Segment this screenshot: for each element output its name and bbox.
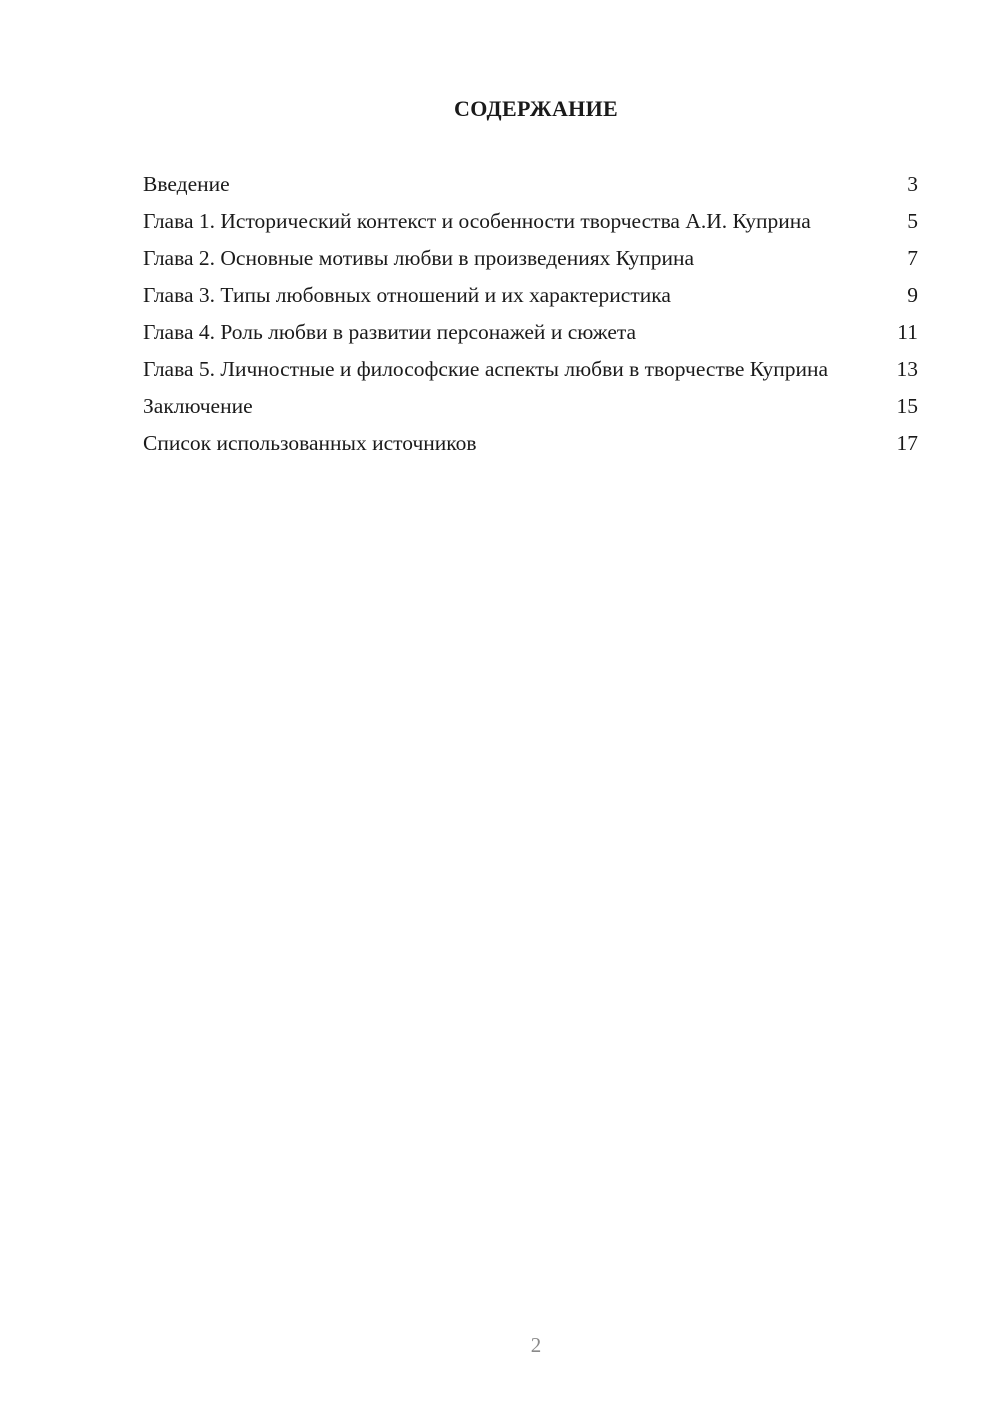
toc-entry-chapter-1	[143, 208, 918, 234]
toc-entry-text: Глава 3. Типы любовных отношений и их характеристика	[143, 283, 671, 307]
toc-entry-chapter-5	[143, 356, 918, 382]
toc-entry-chapter-3	[143, 282, 918, 308]
toc-entry-page: 5	[907, 209, 918, 233]
toc-entry-text: Введение	[143, 172, 230, 196]
toc-entry-text: Список использованных источников	[143, 431, 477, 455]
toc-title: СОДЕРЖАНИЕ	[454, 96, 618, 121]
toc-entry-introduction	[143, 171, 918, 197]
toc-entry-page: 3	[907, 172, 918, 196]
toc-entry-page: 11	[897, 320, 918, 344]
toc-entry-page: 15	[896, 394, 918, 418]
toc-entry-page: 9	[907, 283, 918, 307]
toc-entry-text: Заключение	[143, 394, 253, 418]
toc-entry-page: 7	[907, 246, 918, 270]
toc-entry-page: 17	[896, 431, 918, 455]
toc-entry-references	[143, 430, 918, 456]
toc-entry-text: Глава 2. Основные мотивы любви в произведениях Куприна	[143, 246, 695, 270]
toc-entry-text: Глава 5. Личностные и философские аспекты любви в творчестве Куприна	[143, 357, 829, 381]
toc-entry-chapter-2	[143, 245, 918, 271]
table-of-contents	[143, 171, 918, 467]
toc-entry-text: Глава 1. Исторический контекст и особенности творчества А.И. Куприна	[143, 209, 811, 233]
page-number: 2	[530, 1333, 542, 1357]
toc-entry-chapter-4	[143, 319, 918, 345]
toc-entry-conclusion	[143, 393, 918, 419]
toc-entry-page: 13	[896, 357, 918, 381]
toc-entry-text: Глава 4. Роль любви в развитии персонажей и сюжета	[143, 320, 637, 344]
